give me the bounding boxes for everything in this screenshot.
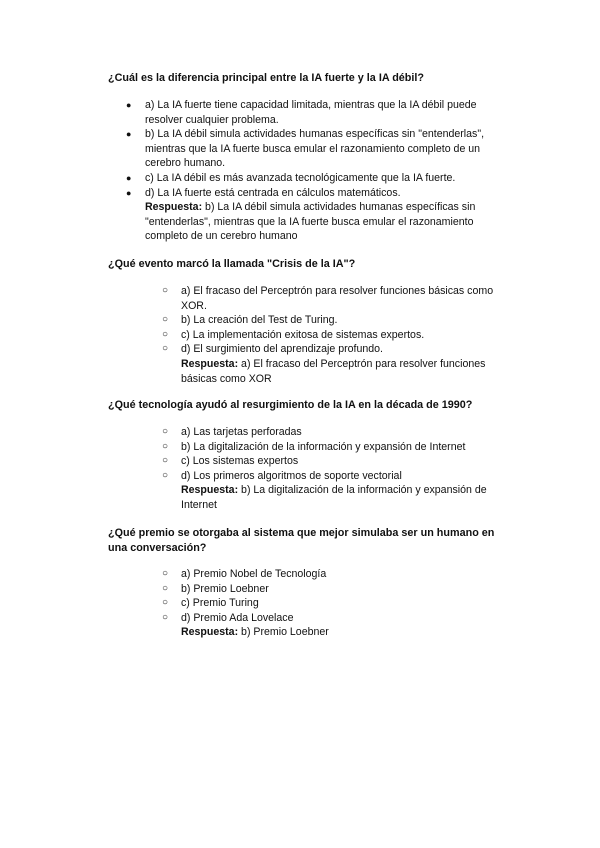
- question-1-title: ¿Cuál es la diferencia principal entre la IA fuerte y la IA débil?: [108, 72, 424, 84]
- option-4b: ○ b) Premio Loebner: [162, 582, 269, 595]
- option-2c: ○ c) La implementación exitosa de sistemas expertos.: [162, 328, 425, 341]
- bullet-icon: ●: [126, 187, 132, 198]
- option-3b: ○ b) La digitalización de la información y expansión de Internet: [162, 440, 466, 453]
- question-3-title: ¿Qué tecnología ayudó al resurgimiento de la IA en la década de 1990?: [108, 399, 473, 411]
- option-4a: ○ a) Premio Nobel de Tecnología: [162, 568, 327, 580]
- option-3d: ○ d) Los primeros algoritmos de soporte vectorial: [162, 469, 402, 482]
- question-4-title: ¿Qué premio se otorgaba al sistema que mejor simulaba ser un humano en una conversación?: [108, 527, 495, 554]
- hollow-circle-icon: ○: [162, 440, 169, 452]
- hollow-circle-icon: ○: [162, 469, 169, 481]
- bullet-icon: ●: [126, 129, 132, 140]
- option-4d: ○ d) Premio Ada Lovelace: [162, 611, 294, 624]
- option-3a: ○ a) Las tarjetas perforadas: [162, 426, 302, 438]
- option-2a: ○ a) El fracaso del Perceptrón para resolver funciones básicas como XOR.: [162, 285, 494, 312]
- answer-3: Respuesta: b) La digitalización de la información y expansión de Internet: [181, 484, 487, 511]
- question-2-title: ¿Qué evento marcó la llamada "Crisis de la IA"?: [108, 258, 356, 270]
- answer-1: Respuesta: b) La IA débil simula actividades humanas específicas sin "entenderlas", mientras que la IA fuerte busca emular el razonamiento completo de un cerebro humano: [145, 201, 476, 243]
- hollow-circle-icon: ○: [162, 314, 169, 326]
- question-4-options: [162, 567, 511, 640]
- hollow-circle-icon: ○: [162, 426, 169, 437]
- question-1-options: [126, 98, 510, 244]
- question-3-options: [162, 425, 511, 513]
- option-1b: ● b) La IA débil simula actividades humanas específicas sin "entenderlas", mientras que la IA fuerte busca emular el razonamiento completo de un cerebro humano.: [126, 128, 485, 170]
- question-2-options: [162, 284, 511, 386]
- option-2b: ○ b) La creación del Test de Turing.: [162, 314, 338, 327]
- option-1c: ● c) La IA débil es más avanzada tecnológicamente que la IA fuerte.: [126, 171, 456, 184]
- option-4c: ○ c) Premio Turing: [162, 597, 259, 610]
- answer-4: Respuesta: b) Premio Loebner: [181, 626, 329, 639]
- hollow-circle-icon: ○: [162, 343, 169, 355]
- hollow-circle-icon: ○: [162, 611, 169, 623]
- hollow-circle-icon: ○: [162, 455, 169, 467]
- hollow-circle-icon: ○: [162, 568, 169, 579]
- option-2d: ○ d) El surgimiento del aprendizaje profundo.: [162, 343, 383, 356]
- answer-2: Respuesta: a) El fracaso del Perceptrón para resolver funciones básicas como XOR: [181, 357, 486, 385]
- hollow-circle-icon: ○: [162, 328, 169, 340]
- option-1d: ● d) La IA fuerte está centrada en cálculos matemáticos.: [126, 186, 401, 199]
- option-1a: ● a) La IA fuerte tiene capacidad limitada, mientras que la IA débil puede resolver cualquier problema.: [126, 99, 477, 126]
- option-3c: ○ c) Los sistemas expertos: [162, 455, 299, 468]
- hollow-circle-icon: ○: [162, 582, 169, 594]
- hollow-circle-icon: ○: [162, 597, 169, 609]
- bullet-icon: ●: [126, 172, 132, 183]
- bullet-icon: ●: [126, 100, 132, 110]
- hollow-circle-icon: ○: [162, 285, 169, 296]
